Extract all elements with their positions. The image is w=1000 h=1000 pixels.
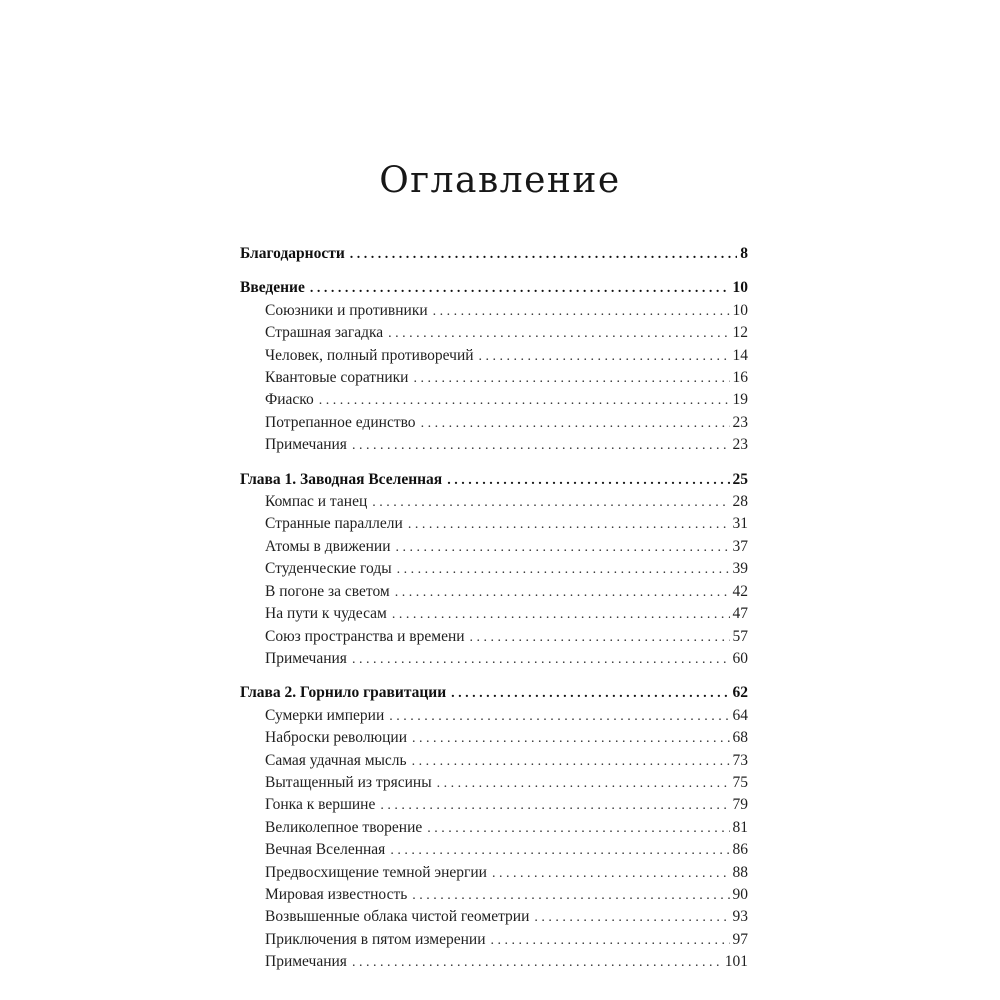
dot-leader — [491, 929, 730, 951]
toc-entry-row — [240, 727, 748, 749]
entry-label: Великолепное творение — [265, 818, 423, 836]
dot-leader — [479, 345, 730, 367]
entry-page-number: 62 — [732, 684, 748, 702]
dot-leader — [447, 469, 729, 491]
entry-page-number: 101 — [724, 953, 748, 971]
toc-entry-row — [240, 906, 748, 928]
toc-entry-row — [240, 929, 748, 951]
entry-label: Сумерки империи — [265, 706, 385, 724]
entry-page-number: 31 — [732, 515, 748, 533]
entry-page-number: 23 — [732, 413, 748, 431]
dot-leader — [437, 772, 730, 794]
entry-label: Гонка к вершине — [265, 796, 376, 814]
toc-heading-row — [240, 277, 748, 299]
toc-entry-row — [240, 536, 748, 558]
toc-entry-row — [240, 750, 748, 772]
entry-label: Человек, полный противоречий — [265, 346, 474, 364]
entry-label: Квантовые соратники — [265, 369, 409, 387]
toc-entry-row — [240, 884, 748, 906]
entry-label: Самая удачная мысль — [265, 751, 407, 769]
entry-label: Примечания — [265, 649, 347, 667]
dot-leader — [388, 322, 729, 344]
dot-leader — [319, 389, 730, 411]
entry-label: Примечания — [265, 436, 347, 454]
toc-entry-row — [240, 839, 748, 861]
dot-leader — [392, 603, 730, 625]
entry-page-number: 23 — [732, 436, 748, 454]
entry-label: Фиаско — [265, 391, 314, 409]
dot-leader — [380, 794, 729, 816]
dot-leader — [352, 951, 722, 973]
dot-leader — [408, 513, 730, 535]
dot-leader — [350, 243, 737, 265]
entry-label: Глава 2. Горнило гравитации — [240, 684, 447, 702]
dot-leader — [390, 839, 729, 861]
toc-entry-row — [240, 626, 748, 648]
entry-page-number: 79 — [732, 796, 748, 814]
toc-entry-row — [240, 322, 748, 344]
dot-leader — [412, 727, 729, 749]
entry-label: Приключения в пятом измерении — [265, 930, 486, 948]
entry-page-number: 8 — [740, 245, 748, 262]
entry-label: Атомы в движении — [265, 537, 391, 555]
toc-entry-row — [240, 705, 748, 727]
dot-leader — [412, 750, 730, 772]
entry-page-number: 28 — [732, 493, 748, 511]
entry-page-number: 60 — [732, 649, 748, 667]
entry-page-number: 10 — [732, 301, 748, 319]
entry-page-number: 14 — [732, 346, 748, 364]
toc-entry-row — [240, 951, 748, 973]
entry-page-number: 90 — [732, 885, 748, 903]
entry-page-number: 10 — [732, 279, 748, 297]
dot-leader — [433, 300, 730, 322]
entry-label: Предвосхищение темной энергии — [265, 863, 487, 881]
entry-label: Вытащенный из трясины — [265, 773, 432, 791]
entry-page-number: 37 — [732, 537, 748, 555]
toc-entry-row — [240, 603, 748, 625]
entry-page-number: 39 — [732, 560, 748, 578]
entry-label: Наброски революции — [265, 729, 408, 747]
dot-leader — [534, 906, 729, 928]
toc-heading-row — [240, 469, 748, 491]
entry-label: Благодарности — [240, 245, 345, 262]
toc-entry-row — [240, 300, 748, 322]
entry-label: Союзники и противники — [265, 301, 428, 319]
toc-entry-row — [240, 389, 748, 411]
dot-leader — [397, 558, 730, 580]
entry-label: Страшная загадка — [265, 324, 384, 342]
entry-label: Глава 1. Заводная Вселенная — [240, 470, 443, 488]
dot-leader — [352, 434, 730, 456]
entry-label: Вечная Вселенная — [265, 841, 386, 859]
toc-entry-row — [240, 367, 748, 389]
toc-entry-row — [240, 345, 748, 367]
entry-page-number: 73 — [732, 751, 748, 769]
entry-label: Мировая известность — [265, 885, 408, 903]
toc-entry-row — [240, 434, 748, 456]
entry-label: Компас и танец — [265, 493, 368, 511]
entry-page-number: 97 — [732, 930, 748, 948]
toc-heading-row — [240, 243, 748, 265]
dot-leader — [413, 367, 729, 389]
toc-entry-row — [240, 558, 748, 580]
entry-page-number: 12 — [732, 324, 748, 342]
toc-entry-row — [240, 513, 748, 535]
toc-entry-row — [240, 412, 748, 434]
entry-page-number: 19 — [732, 391, 748, 409]
toc-entry-row — [240, 491, 748, 513]
entry-page-number: 81 — [732, 818, 748, 836]
dot-leader — [352, 648, 730, 670]
entry-label: Введение — [240, 279, 305, 297]
entry-label: Примечания — [265, 953, 347, 971]
dot-leader — [427, 817, 729, 839]
toc-entry-row — [240, 862, 748, 884]
toc-heading-row — [240, 682, 748, 704]
entry-page-number: 68 — [732, 729, 748, 747]
page-title: Оглавление — [379, 160, 621, 201]
dot-leader — [421, 412, 730, 434]
entry-label: Возвышенные облака чистой геометрии — [265, 908, 530, 926]
entry-page-number: 93 — [732, 908, 748, 926]
entry-label: Потрепанное единство — [265, 413, 416, 431]
dot-leader — [451, 682, 729, 704]
dot-leader — [395, 581, 730, 603]
entry-page-number: 16 — [732, 369, 748, 387]
entry-label: Студенческие годы — [265, 560, 392, 578]
toc-entry-row — [240, 581, 748, 603]
entry-label: В погоне за светом — [265, 582, 390, 600]
toc-list — [240, 243, 748, 974]
toc-entry-row — [240, 794, 748, 816]
dot-leader — [372, 491, 729, 513]
toc-entry-row — [240, 772, 748, 794]
entry-page-number: 86 — [732, 841, 748, 859]
dot-leader — [412, 884, 729, 906]
dot-leader — [470, 626, 730, 648]
dot-leader — [310, 277, 730, 299]
toc-entry-row — [240, 817, 748, 839]
dot-leader — [396, 536, 730, 558]
dot-leader — [389, 705, 729, 727]
entry-page-number: 42 — [732, 582, 748, 600]
toc-entry-row — [240, 648, 748, 670]
entry-page-number: 57 — [732, 627, 748, 645]
entry-label: Союз пространства и времени — [265, 627, 465, 645]
entry-label: На пути к чудесам — [265, 605, 387, 623]
entry-page-number: 25 — [732, 470, 748, 488]
entry-page-number: 75 — [732, 773, 748, 791]
entry-label: Странные параллели — [265, 515, 403, 533]
entry-page-number: 47 — [732, 605, 748, 623]
entry-page-number: 64 — [732, 706, 748, 724]
dot-leader — [492, 862, 730, 884]
entry-page-number: 88 — [732, 863, 748, 881]
